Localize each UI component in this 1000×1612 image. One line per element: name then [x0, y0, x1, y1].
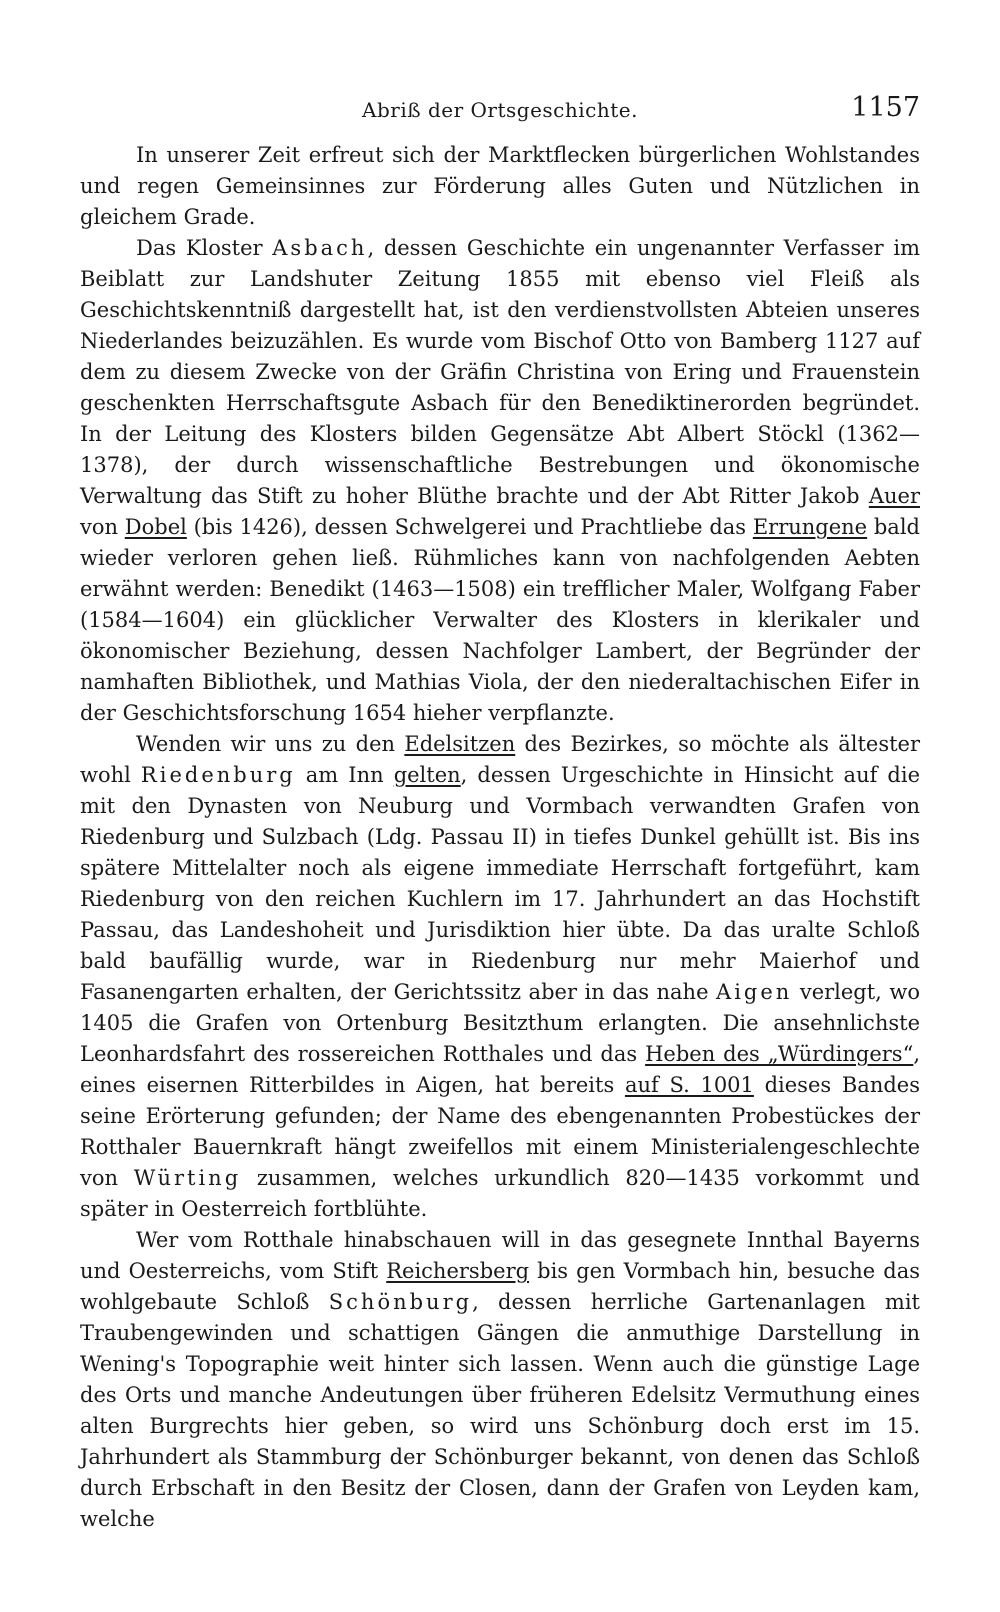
paragraph [80, 233, 920, 729]
text-run: (bis 1426), dessen Schwelgerei und Prachtliebe das [186, 515, 753, 539]
running-title: Abriß der Ortsgeschichte. [362, 98, 638, 122]
book-page [80, 92, 920, 1535]
text-run: Wer vom Rotthale hinabschauen will in das gesegnete Innthal Bayerns und Oesterreichs, vom Stift [80, 1228, 920, 1283]
spaced-name: Asbach [272, 236, 368, 260]
spaced-name: Schönburg [328, 1290, 473, 1314]
paragraph [80, 140, 920, 233]
text-run: , dessen Urgeschichte in Hinsicht auf die mit den Dynasten von Neuburg und Vormbach verwandten Grafen von Riedenburg und Sulzbach (Ldg. Passau II) in tiefes Dunkel gehüllt ist. Bis ins spätere Mittelalter noch als eigene immediate Herrschaft fortgeführt, kam Riedenburg von den reichen Kuchlern im 17. Jahrhundert an das Hochstift Passau, das Landeshoheit und Jurisdiktion hier übte. Da das uralte Schloß bald baufällig wurde, war in Riedenburg nur mehr Maierhof und Fasanengarten erhalten, der Gerichtssitz aber in das nahe [80, 763, 921, 1004]
underlined-text: Reichersberg [386, 1259, 530, 1283]
text-run: verlegt, wo 1405 die Grafen von Ortenburg Besitzthum erlangten. Die ansehnlichste Leonhardsfahrt des rossereichen Rotthales und das [80, 980, 920, 1066]
underlined-text: Edelsitzen [404, 732, 516, 756]
spaced-name: Riedenburg [140, 763, 296, 787]
text-run: zusammen, welches urkundlich 820—1435 vorkommt und später in Oesterreich fortblühte. [80, 1166, 920, 1221]
text-run: Das Kloster [136, 236, 273, 260]
underlined-text: Heben des „Würdingers“ [645, 1042, 914, 1066]
page-body [80, 140, 920, 1535]
text-run: Wenden wir uns zu den [136, 732, 405, 756]
text-run: , eines eisernen Ritterbildes in Aigen, hat bereits [80, 1042, 920, 1097]
page-number: 1157 [851, 92, 920, 123]
underlined-text: Errungene [752, 515, 868, 539]
paragraph [80, 729, 920, 1225]
underlined-text: gelten [393, 763, 461, 787]
text-run: bald wieder verloren gehen ließ. Rühmliches kann von nachfolgenden Aebten erwähnt werden: Benedikt (1463—1508) ein trefflicher Maler, Wolfgang Faber (1584—1604) ein glücklicher Verwalter des Klosters in klerikaler und ökonomischer Beziehung, dessen Nachfolger Lambert, der Begründer der namhaften Bibliothek, und Mathias Viola, der den niederaltachischen Eifer in der Geschichtsforschung 1654 hieher verpflanzte. [80, 515, 920, 725]
text-run: bis gen Vormbach hin, besuche das wohlgebaute Schloß [80, 1259, 920, 1314]
text-run: dieses Bandes seine Erörterung gefunden; der Name des ebengenannten Probestückes der Rotthaler Bauernkraft hängt zweifellos mit einem Ministerialengeschlechte von [80, 1073, 920, 1190]
text-run: am Inn [295, 763, 394, 787]
page-header [80, 92, 920, 132]
text-run: , dessen Geschichte ein ungenannter Verfasser im Beiblatt zur Landshuter Zeitung 1855 mit ebenso viel Fleiß als Geschichtskenntniß dargestellt hat, ist den verdienstvollsten Abteien unseres Niederlandes beizuzählen. Es wurde vom Bischof Otto von Bamberg 1127 auf dem zu diesem Zwecke von der Gräfin Christina von Ering und Frauenstein geschenkten Herrschaftsgute Asbach für den Benediktinerorden begründet. In der Leitung des Klosters bilden Gegensätze Abt Albert Stöckl (1362—1378), der durch wissenschaftliche Bestrebungen und ökonomische Verwaltung das Stift zu hoher Blüthe brachte und der Abt Ritter Jakob [80, 236, 920, 508]
text-run: In unserer Zeit erfreut sich der Marktflecken bürgerlichen Wohlstandes und regen Gemeinsinnes zur Förderung alles Guten und Nützlichen in gleichem Grade. [80, 143, 920, 229]
spaced-name: Würting [133, 1166, 242, 1190]
paragraph [80, 1225, 920, 1535]
underlined-text: Auer [868, 484, 920, 508]
text-run: , dessen herrliche Gartenanlagen mit Traubengewinden und schattigen Gängen die anmuthige Darstellung in Wening's Topographie weit hinter sich lassen. Wenn auch die günstige Lage des Orts und manche Andeutungen über früheren Edelsitz Vermuthung eines alten Burgrechts hier geben, so wird uns Schönburg doch erst im 15. Jahrhundert als Stammburg der Schönburger bekannt, von denen das Schloß durch Erbschaft in den Besitz der Closen, dann der Grafen von Leyden kam, welche [80, 1290, 920, 1531]
text-run: von [80, 515, 125, 539]
underlined-text: Dobel [124, 515, 187, 539]
spaced-name: Aigen [716, 980, 793, 1004]
text-run: des Bezirkes, so möchte als ältester wohl [80, 732, 920, 787]
underlined-text: auf S. 1001 [624, 1073, 754, 1097]
